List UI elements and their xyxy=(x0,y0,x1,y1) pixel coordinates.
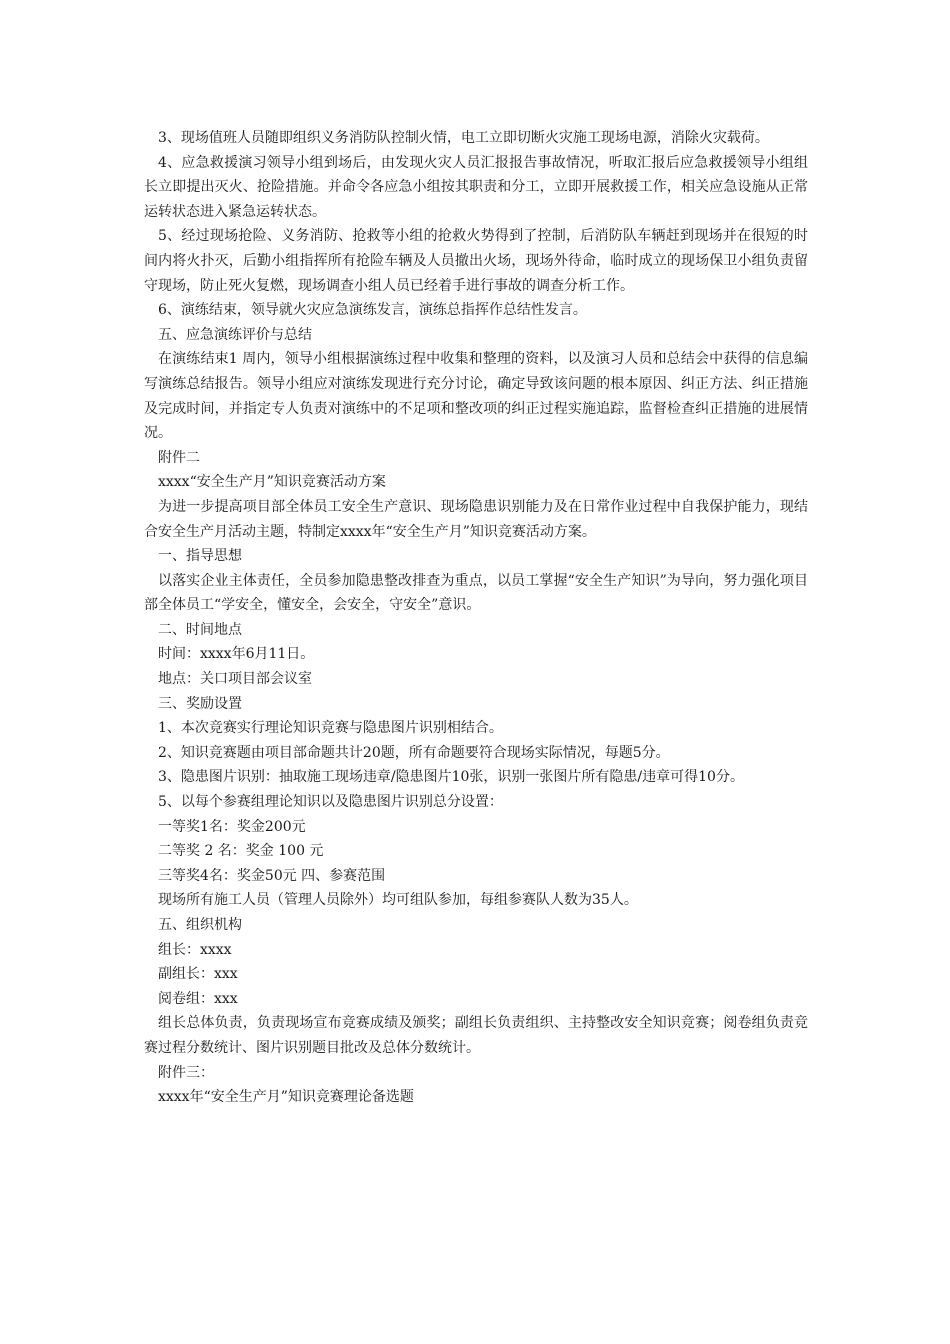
paragraph-scope: 现场所有施工人员（管理人员除外）均可组队参加，每组参赛队人数为35人。 xyxy=(158,892,638,909)
paragraph-place: 地点：关口项目部会议室 xyxy=(158,671,312,688)
attachment-2-label: 附件二 xyxy=(158,449,200,466)
paragraph-step-5: 5、经过现场抢险、义务消防、抢救等小组的抢救火势得到了控制，后消防队车辆赶到现场并在很短的时间内将火扑灭，后勤小组指挥所有抢险车辆及人员撤出火场，现场外待命，临时成立的现场保卫小组负责留守现场，防止死火复燃，现场调查小组人员已经着手进行事故的调查分析工作。 xyxy=(144,228,808,294)
org-deputy-leader: 副组长：xxx xyxy=(158,966,238,983)
paragraph-award-2: 2、知识竞赛题由项目部命题共计20题，所有命题要符合现场实际情况，每题5分。 xyxy=(158,744,670,761)
section-heading-organization: 五、组织机构 xyxy=(158,917,242,933)
paragraph-intro: 为进一步提高项目部全体员工安全生产意识、现场隐患识别能力及在日常作业过程中自我保护能力，现结合安全生产月活动主题，特制定xxxx年“安全生产月”知识竞赛活动方案。 xyxy=(144,498,808,540)
paragraph-guiding: 以落实企业主体责任，全员参加隐患整改排查为重点，以员工掌握“安全生产知识”为导向，努力强化项目部全体员工“学安全，懂安全，会安全，守安全”意识。 xyxy=(144,572,808,614)
paragraph-responsibilities: 组长总体负责，负责现场宣布竞赛成绩及颁奖；副组长负责组织、主持整改安全知识竞赛；阅卷组负责竞赛过程分数统计、图片识别题目批改及总体分数统计。 xyxy=(144,1015,808,1056)
paragraph-step-4: 4、应急救援演习领导小组到场后，由发现火灾人员汇报报告事故情况，听取汇报后应急救援领导小组组长立即提出灭火、抢险措施。并命令各应急小组按其职责和分工，立即开展救援工作，相关应急设施从正常运转状态进入紧急运转状态。 xyxy=(144,154,808,220)
paragraph-time: 时间：xxxx年6月11日。 xyxy=(158,646,315,663)
paragraph-award-3: 3、隐患图片识别：抽取施工现场违章/隐患图片10张，识别一张图片所有隐患/违章可得10分。 xyxy=(158,769,744,786)
prize-first: 一等奖1名：奖金200元 xyxy=(158,818,306,835)
paragraph-award-1: 1、本次竞赛实行理论知识竞赛与隐患图片识别相结合。 xyxy=(158,720,503,737)
attachment-3-title: xxxx年“安全生产月”知识竞赛理论备选题 xyxy=(158,1089,414,1106)
section-heading-time-place: 二、时间地点 xyxy=(158,621,242,638)
paragraph-step-3: 3、现场值班人员随即组织义务消防队控制火情，电工立即切断火灾施工现场电源，消除火灾载荷。 xyxy=(158,130,769,146)
document-body xyxy=(144,126,808,1110)
prize-second: 二等奖 2 名：奖金 100 元 xyxy=(158,843,324,860)
section-heading-guiding: 一、指导思想 xyxy=(158,548,242,565)
paragraph-step-6: 6、演练结束，领导就火灾应急演练发言，演练总指挥作总结性发言。 xyxy=(158,302,587,319)
attachment-3-label: 附件三： xyxy=(158,1064,214,1081)
paragraph-evaluation: 在演练结束1 周内，领导小组根据演练过程中收集和整理的资料，以及演习人员和总结会中获得的信息编写演练总结报告。领导小组应对演练发现进行充分讨论，确定导致该问题的根本原因、纠正方法、纠正措施及完成时间，并指定专人负责对演练中的不足项和整改项的纠正过程实施追踪，监督检查纠正措施的进展情况。 xyxy=(144,351,808,442)
prize-third: 三等奖4名：奖金50元 四、参赛范围 xyxy=(158,867,386,884)
attachment-2-title: xxxx“安全生产月”知识竞赛活动方案 xyxy=(158,474,386,491)
section-heading-evaluation: 五、应急演练评价与总结 xyxy=(158,326,312,343)
paragraph-award-5: 5、以每个参赛组理论知识以及隐患图片识别总分设置： xyxy=(158,794,503,811)
section-heading-awards: 三、奖励设置 xyxy=(158,695,242,712)
org-grading-group: 阅卷组：xxx xyxy=(158,990,238,1007)
org-leader: 组长：xxxx xyxy=(158,941,232,958)
